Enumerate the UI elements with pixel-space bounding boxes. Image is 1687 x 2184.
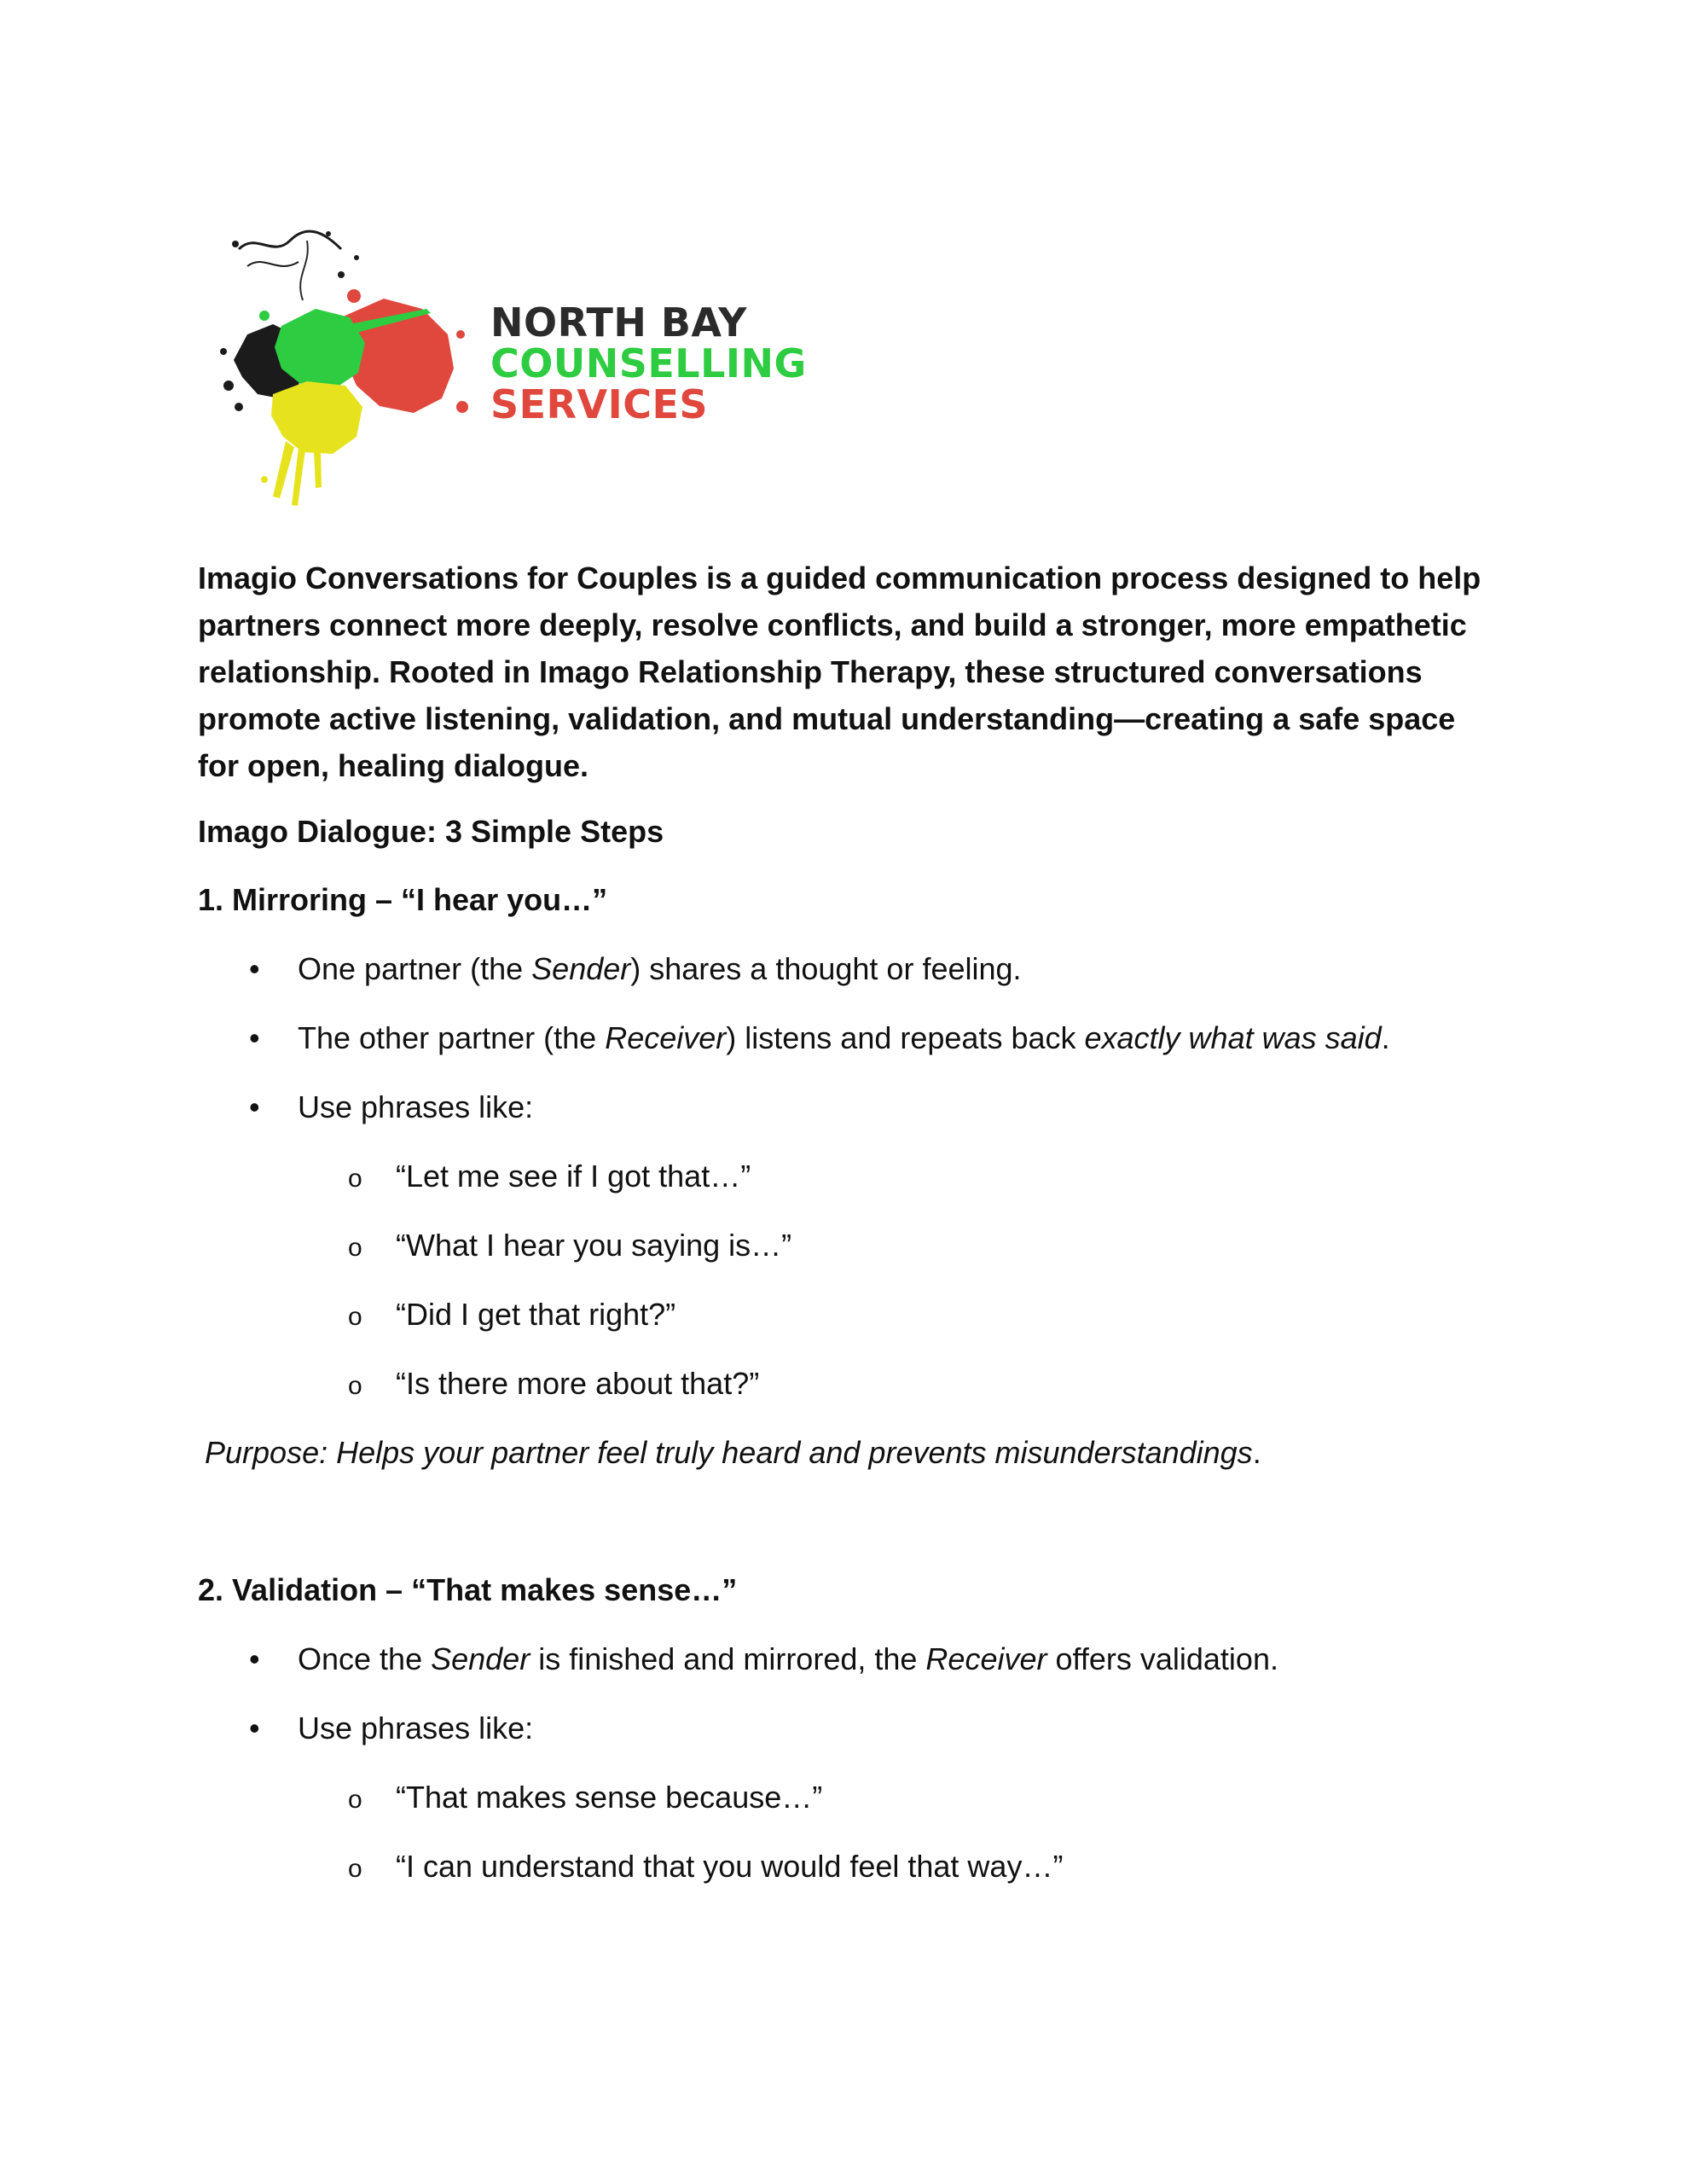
phrase-text: “Let me see if I got that…”	[396, 1159, 751, 1194]
phrase-text: “I can understand that you would feel that way…”	[396, 1849, 1064, 1884]
bullet-text: offers validation.	[1046, 1641, 1278, 1676]
bullet-text: Use phrases like:	[298, 1089, 534, 1124]
phrase-item	[198, 1296, 1494, 1333]
logo-wordmark	[490, 299, 807, 427]
bullet-emphasis: Sender	[531, 951, 631, 986]
bullet-text: Once the	[298, 1641, 432, 1676]
logo-line-counselling: COUNSELLING	[490, 340, 807, 386]
step1-heading: 1. Mirroring – “I hear you…”	[198, 882, 608, 917]
bullet-emphasis: exactly what was said	[1084, 1020, 1382, 1055]
phrase-item	[198, 1158, 1494, 1195]
phrase-item	[198, 1365, 1494, 1403]
bullet-glyph: •	[249, 1641, 260, 1676]
bullet-glyph: •	[249, 1089, 260, 1124]
bullet-text: ) listens and repeats back	[726, 1020, 1085, 1055]
bullet-emphasis: Receiver	[925, 1641, 1047, 1676]
bullet-emphasis: Receiver	[605, 1020, 727, 1055]
sub-bullet-glyph: o	[348, 1303, 362, 1331]
bullet-text: One partner (the	[298, 951, 532, 986]
phrase-text: “Did I get that right?”	[396, 1297, 676, 1332]
phrase-text: “What I hear you saying is…”	[396, 1228, 792, 1263]
purpose-text: Purpose: Helps your partner feel truly heard and prevents misunderstandings	[205, 1435, 1253, 1470]
sub-bullet-glyph: o	[348, 1165, 362, 1193]
north-bay-logo	[213, 224, 810, 514]
bullet-text: Use phrases like:	[298, 1711, 534, 1745]
sub-bullet-glyph: o	[348, 1234, 362, 1262]
dialogue-heading: Imago Dialogue: 3 Simple Steps	[198, 814, 664, 849]
intro-paragraph: Imagio Conversations for Couples is a guided communication process designed to help partners connect more deeply, resolve conflicts, and build a stronger, more empathetic relationship. Rooted in Imago Relationship Therapy, these structured conversations promote active listening, validation, and mutual understanding—creating a safe space for open, healing dialogue.	[198, 561, 1481, 783]
logo-line-services: SERVICES	[490, 381, 709, 427]
bullet-text: The other partner (the	[298, 1020, 606, 1055]
bullet-text: .	[1381, 1020, 1390, 1055]
paint-splash-logo-mark	[213, 224, 495, 514]
phrase-item	[198, 1227, 1494, 1264]
step1-bullet-phrases	[198, 1089, 1494, 1126]
step1-bullet-receiver	[198, 1019, 1494, 1057]
bullet-glyph: •	[249, 1711, 260, 1745]
step2-bullet-list	[198, 1641, 1494, 1747]
purpose-period: .	[1252, 1435, 1261, 1470]
bullet-glyph: •	[249, 951, 260, 986]
step1-purpose	[198, 1434, 1494, 1472]
step1-bullet-list	[198, 950, 1494, 1126]
phrase-text: “That makes sense because…”	[396, 1780, 823, 1815]
sub-bullet-glyph: o	[348, 1372, 362, 1400]
phrase-text: “Is there more about that?”	[396, 1366, 760, 1401]
bullet-text: is finished and mirrored, the	[530, 1641, 926, 1676]
bullet-text: ) shares a thought or feeling.	[630, 951, 1022, 986]
step2-heading: 2. Validation – “That makes sense…”	[198, 1572, 738, 1607]
step1-bullet-sender	[198, 950, 1494, 988]
phrase-item	[198, 1779, 1494, 1816]
bullet-glyph: •	[249, 1020, 260, 1055]
spacer	[198, 1502, 1494, 1571]
document-body	[198, 555, 1494, 1885]
step2-bullet-phrases	[198, 1710, 1494, 1747]
step2-bullet-validation	[198, 1641, 1494, 1678]
logo-line-north-bay: NORTH BAY	[490, 299, 747, 346]
sub-bullet-glyph: o	[348, 1855, 362, 1883]
phrase-item	[198, 1848, 1494, 1885]
sub-bullet-glyph: o	[348, 1786, 362, 1814]
step1-phrase-list	[198, 1158, 1494, 1403]
step2-phrase-list	[198, 1779, 1494, 1885]
bullet-emphasis: Sender	[431, 1641, 530, 1676]
